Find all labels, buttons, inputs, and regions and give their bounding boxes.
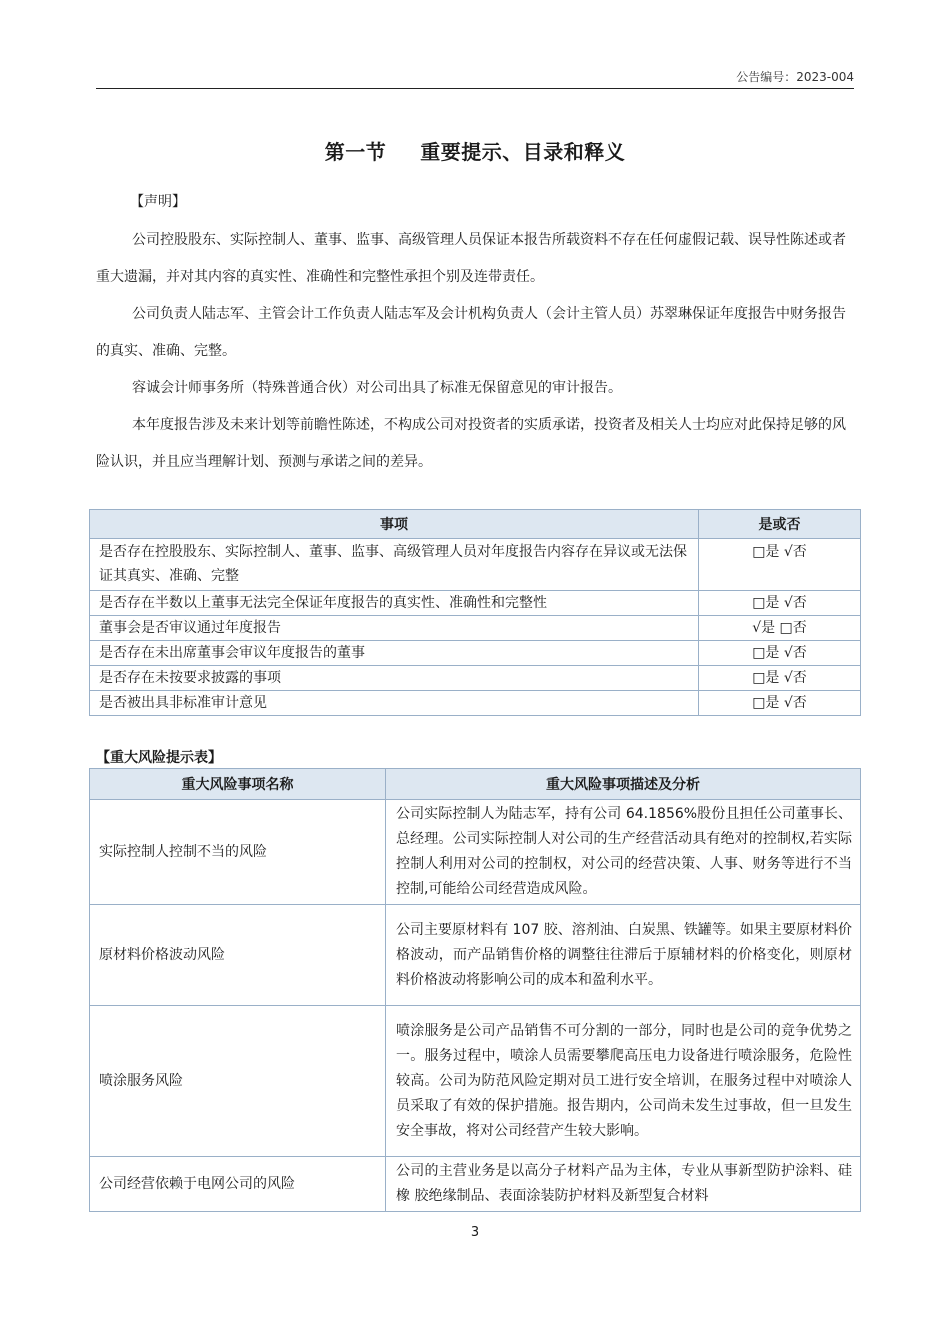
matter-answer: □是 √否 [699,539,861,591]
column-header: 重大风险事项描述及分析 [386,769,861,800]
risk-name: 喷涂服务风险 [90,1006,386,1157]
matter-item: 是否存在控股股东、实际控制人、董事、监事、高级管理人员对年度报告内容存在异议或无法保证其真实、准确、完整 [90,539,699,591]
risk-description: 公司实际控制人为陆志军，持有公司 64.1856%股份且担任公司董事长、总经理。公司实际控制人对公司的生产经营活动具有绝对的控制权,若实际控制人利用对公司的控制权，对公司的经营决策、人事、财务等进行不当控制,可能给公司经营造成风险。 [386,800,861,905]
matter-item: 是否存在半数以上董事无法完全保证年度报告的真实性、准确性和完整性 [90,591,699,616]
header-rule [96,88,854,89]
table-header-row [90,510,861,539]
matter-answer: □是 √否 [699,691,861,716]
column-header: 重大风险事项名称 [90,769,386,800]
declaration-heading: 【声明】 [130,194,186,210]
declaration-paragraph: 公司控股股东、实际控制人、董事、监事、高级管理人员保证本报告所载资料不存在任何虚假记载、误导性陈述或者重大遗漏，并对其内容的真实性、准确性和完整性承担个别及连带责任。 [96,232,846,285]
risk-name: 实际控制人控制不当的风险 [90,800,386,905]
table-row [90,539,861,591]
table-row [90,1006,861,1157]
declaration-paragraph: 公司负责人陆志军、主管会计工作负责人陆志军及会计机构负责人（会计主管人员）苏翠琳保证年度报告中财务报告的真实、准确、完整。 [96,306,846,359]
section-number: 第一节 [324,140,387,164]
declaration-paragraph: 本年度报告涉及未来计划等前瞻性陈述，不构成公司对投资者的实质承诺，投资者及相关人士均应对此保持足够的风险认识，并且应当理解计划、预测与承诺之间的差异。 [96,417,846,470]
table-row [90,1157,861,1212]
matter-item: 是否存在未按要求披露的事项 [90,666,699,691]
column-header: 是或否 [699,510,861,539]
matter-item: 是否被出具非标准审计意见 [90,691,699,716]
table-header-row [90,769,861,800]
table-row [90,666,861,691]
matter-answer: □是 √否 [699,666,861,691]
page-number: 3 [470,1225,480,1240]
matter-answer: □是 √否 [699,641,861,666]
section-title [0,136,950,165]
risk-table [89,768,861,1212]
table-row [90,800,861,905]
table-row [90,905,861,1006]
table-row [90,691,861,716]
risk-description: 喷涂服务是公司产品销售不可分割的一部分，同时也是公司的竞争优势之一。服务过程中，喷涂人员需要攀爬高压电力设备进行喷涂服务，危险性较高。公司为防范风险定期对员工进行安全培训，在服务过程中对喷涂人员采取了有效的保护措施。报告期内，公司尚未发生过事故，但一旦发生安全事故，将对公司经营产生较大影响。 [386,1006,861,1157]
matter-answer: √是 □否 [699,616,861,641]
table-row [90,591,861,616]
section-name: 重要提示、目录和释义 [420,140,626,164]
column-header: 事项 [90,510,699,539]
risk-name: 原材料价格波动风险 [90,905,386,1006]
announcement-number: 公告编号：2023-004 [736,70,854,84]
risk-table-heading: 【重大风险提示表】 [96,750,222,766]
risk-name: 公司经营依赖于电网公司的风险 [90,1157,386,1212]
declaration-paragraph: 容诚会计师事务所（特殊普通合伙）对公司出具了标准无保留意见的审计报告。 [132,380,622,396]
matters-table [89,509,861,716]
matter-item: 董事会是否审议通过年度报告 [90,616,699,641]
risk-description: 公司的主营业务是以高分子材料产品为主体，专业从事新型防护涂料、硅橡 胶绝缘制品、表面涂装防护材料及新型复合材料 [386,1157,861,1212]
table-row [90,616,861,641]
table-row [90,641,861,666]
matter-item: 是否存在未出席董事会审议年度报告的董事 [90,641,699,666]
risk-description: 公司主要原材料有 107 胶、溶剂油、白炭黑、铁罐等。如果主要原材料价格波动，而产品销售价格的调整往往滞后于原辅材料的价格变化，则原材料价格波动将影响公司的成本和盈利水平。 [386,905,861,1006]
matter-answer: □是 √否 [699,591,861,616]
